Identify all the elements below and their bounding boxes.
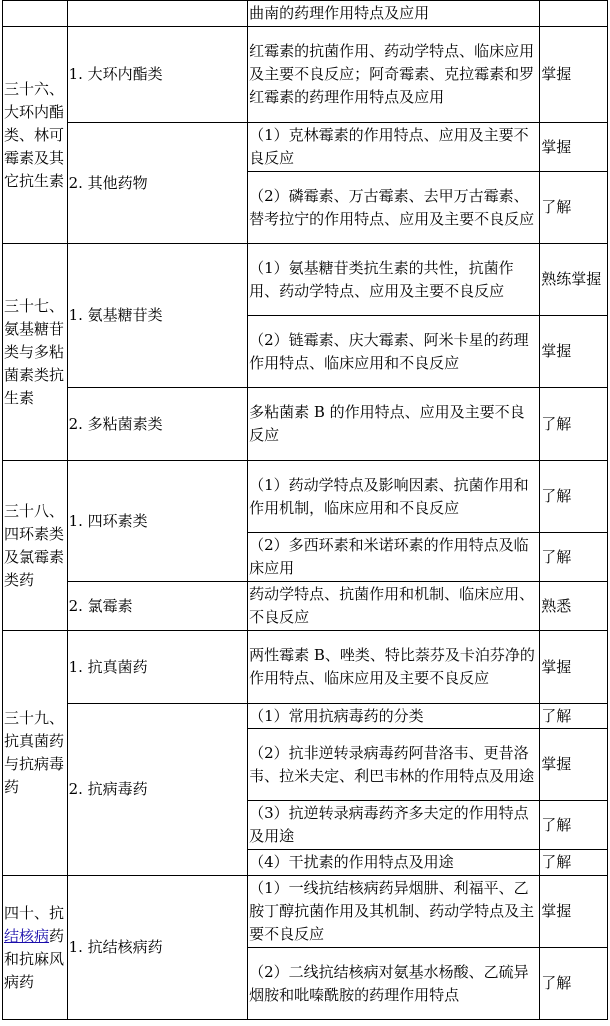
table-row bbox=[3, 244, 608, 316]
topic-cell: 1. 氨基糖苷类 bbox=[67, 244, 247, 388]
content-cell: （1）常用抗病毒药的分类 bbox=[248, 704, 540, 729]
level-cell: 了解 bbox=[540, 801, 608, 850]
level-cell: 掌握 bbox=[540, 316, 608, 388]
table-row bbox=[3, 27, 608, 123]
content-cell: 药动学特点、抗菌作用和机制、临床应用、不良反应 bbox=[248, 582, 540, 631]
content-cell: （4）干扰素的作用特点及用途 bbox=[248, 850, 540, 876]
content-cell: （1）克林霉素的作用特点、应用及主要不良反应 bbox=[248, 123, 540, 172]
content-cell: 两性霉素 B、唑类、特比萘芬及卡泊芬净的作用特点、临床应用及主要不良反应 bbox=[248, 631, 540, 704]
table-row bbox=[3, 461, 608, 533]
level-cell: 熟悉 bbox=[540, 582, 608, 631]
level-cell: 了解 bbox=[540, 533, 608, 582]
level-cell bbox=[540, 1, 608, 27]
level-cell: 掌握 bbox=[540, 876, 608, 948]
topic-cell: 2. 抗病毒药 bbox=[67, 704, 247, 876]
content-cell: 红霉素的抗菌作用、药动学特点、临床应用及主要不良反应；阿奇霉素、克拉霉素和罗红霉素的药理作用特点及应用 bbox=[248, 27, 540, 123]
content-cell: （2）多西环素和米诺环素的作用特点及临床应用 bbox=[248, 533, 540, 582]
topic-cell: 1. 抗真菌药 bbox=[67, 631, 247, 704]
level-cell: 了解 bbox=[540, 850, 608, 876]
chapter-cell: 三十七、氨基糖苷类与多粘菌素类抗生素 bbox=[3, 244, 68, 461]
level-cell: 了解 bbox=[540, 461, 608, 533]
level-cell: 了解 bbox=[540, 172, 608, 244]
content-cell: （1）药动学特点及影响因素、抗菌作用和作用机制，临床应用和不良反应 bbox=[248, 461, 540, 533]
content-cell: （2）磷霉素、万古霉素、去甲万古霉素、替考拉宁的作用特点、应用及主要不良反应 bbox=[248, 172, 540, 244]
content-cell: 曲南的药理作用特点及应用 bbox=[248, 1, 540, 27]
level-cell: 掌握 bbox=[540, 631, 608, 704]
topic-cell: 1. 大环内酯类 bbox=[67, 27, 247, 123]
content-cell: （1）一线抗结核病药异烟肼、利福平、乙胺丁醇抗菌作用及其机制、药动学特点及主要不良反应 bbox=[248, 876, 540, 948]
topic-cell: 1. 抗结核病药 bbox=[67, 876, 247, 1020]
tuberculosis-link[interactable]: 结核病 bbox=[4, 926, 50, 945]
level-cell: 掌握 bbox=[540, 123, 608, 172]
content-cell: （1）氨基糖苷类抗生素的共性，抗菌作用、药动学特点、应用及主要不良反应 bbox=[248, 244, 540, 316]
table-row bbox=[3, 704, 608, 729]
topic-cell: 2. 其他药物 bbox=[67, 123, 247, 244]
table-row bbox=[3, 876, 608, 948]
level-cell: 掌握 bbox=[540, 27, 608, 123]
chapter-cell: 三十八、四环素类及氯霉素类药 bbox=[3, 461, 68, 631]
chapter-cell: 三十六、大环内酯类、林可霉素及其它抗生素 bbox=[3, 27, 68, 244]
table-row bbox=[3, 123, 608, 172]
table-row bbox=[3, 582, 608, 631]
chapter-text: 四十、抗 bbox=[4, 903, 65, 922]
table-row bbox=[3, 1, 608, 27]
table-row bbox=[3, 388, 608, 461]
content-cell: （2）二线抗结核病对氨基水杨酸、乙硫异烟胺和吡嗪酰胺的药理作用特点 bbox=[248, 948, 540, 1020]
content-cell: （3）抗逆转录病毒药齐多夫定的作用特点及用途 bbox=[248, 801, 540, 850]
table-row bbox=[3, 631, 608, 704]
chapter-text: 药和抗麻风病药 bbox=[4, 926, 65, 991]
level-cell: 了解 bbox=[540, 704, 608, 729]
level-cell: 掌握 bbox=[540, 729, 608, 801]
topic-cell: 2. 多粘菌素类 bbox=[67, 388, 247, 461]
level-cell: 了解 bbox=[540, 948, 608, 1020]
chapter-cell bbox=[3, 876, 68, 1020]
content-cell: （2）链霉素、庆大霉素、阿米卡星的药理作用特点、临床应用和不良反应 bbox=[248, 316, 540, 388]
topic-cell bbox=[67, 1, 247, 27]
chapter-cell: 三十九、抗真菌药与抗病毒药 bbox=[3, 631, 68, 876]
content-cell: （2）抗非逆转录病毒药阿昔洛韦、更昔洛韦、拉米夫定、利巴韦林的作用特点及用途 bbox=[248, 729, 540, 801]
topic-cell: 1. 四环素类 bbox=[67, 461, 247, 582]
topic-cell: 2. 氯霉素 bbox=[67, 582, 247, 631]
level-cell: 熟练掌握 bbox=[540, 244, 608, 316]
content-cell: 多粘菌素 B 的作用特点、应用及主要不良反应 bbox=[248, 388, 540, 461]
syllabus-table bbox=[2, 0, 608, 1020]
chapter-cell bbox=[3, 1, 68, 27]
level-cell: 了解 bbox=[540, 388, 608, 461]
